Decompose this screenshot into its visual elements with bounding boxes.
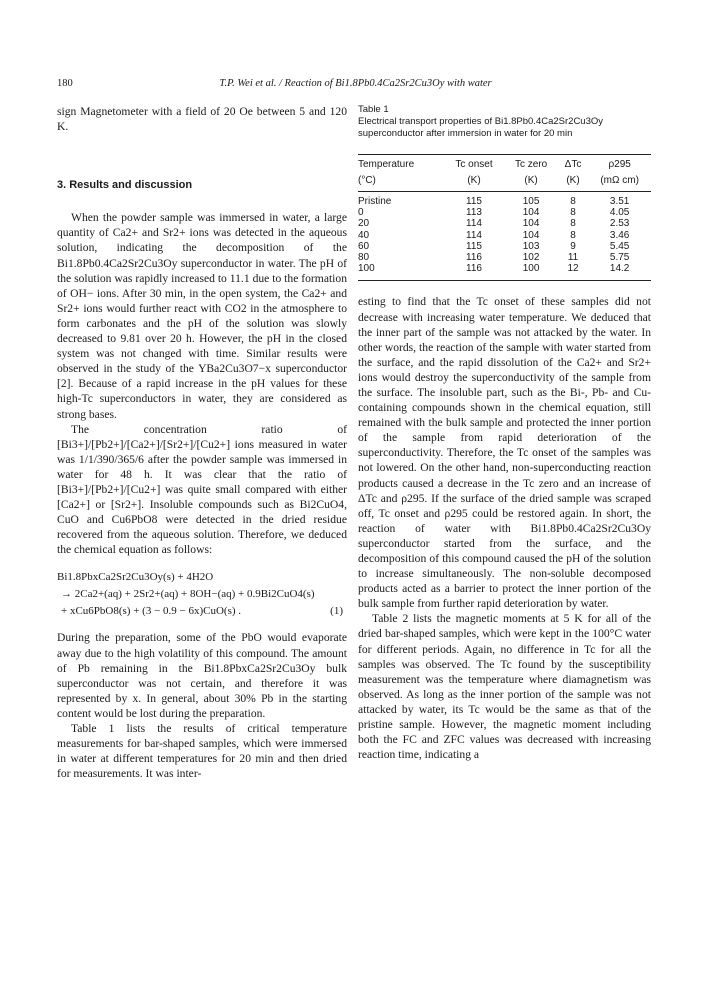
table-cell: 40 bbox=[358, 229, 370, 241]
table-cell: 8 bbox=[570, 218, 576, 230]
table-row bbox=[358, 218, 651, 229]
table-cell: 8 bbox=[570, 196, 576, 207]
unit-rho-295: (mΩ cm) bbox=[588, 173, 651, 192]
table-caption bbox=[358, 104, 651, 140]
right-column bbox=[358, 104, 651, 762]
table-cell: 114 bbox=[466, 229, 482, 241]
table-cell: 2.53 bbox=[609, 218, 630, 230]
table-cell: 20 bbox=[358, 218, 370, 230]
table-cell: 4.05 bbox=[609, 207, 630, 219]
page-number: 180 bbox=[57, 78, 73, 89]
header-tc-onset: Tc onset bbox=[444, 155, 505, 174]
section-heading: 3. Results and discussion bbox=[57, 179, 193, 192]
discussion-paragraph-1: esting to find that the Tc onset of these samples did not decrease with increasing water temperature. We deduced that the inner part of the sample was not attacked by the water. In other words, the reaction of the sample with water started from the surface, and the rapid dissolution of the Ca2+ and Sr2+ ions would destroy the superconductivity of the sample from the surface. The insoluble part, such as the Bi-, Pb- and Cu-containing compounds shown in the chemical equation, still remained with the bulk sample and protected the inner portion of the sample from rapid deterioration of the superconductivity. Therefore, the Tc onset of the samples was not lowered. On the other hand, non-superconducting reaction products caused a decrease in the Tc zero and an increase of ΔTc and ρ295. If the surface of the dried sample was scraped off, Tc onset and ρ295 could be restored again. In short, the reaction of water with Bi1.8Pb0.4Ca2Sr2Cu3Oy superconductor started from the surface, and the decomposition of this compound caused the pH of the solution to increase simultaneously. The non-soluble decomposed products acted as a barrier to protect the inner portion of the bulk sample from further rapid deterioration by water. bbox=[358, 295, 651, 611]
header-tc-zero: Tc zero bbox=[504, 155, 557, 174]
table-row bbox=[358, 192, 651, 208]
electrical-properties-table bbox=[358, 154, 651, 281]
table-units-row bbox=[358, 173, 651, 192]
table-cell: 3.51 bbox=[609, 196, 630, 207]
table-cell: 115 bbox=[466, 196, 482, 207]
header-delta-tc: ΔTc bbox=[558, 155, 588, 174]
running-head bbox=[57, 78, 654, 94]
table-row bbox=[358, 230, 651, 241]
table-cell: 104 bbox=[522, 207, 540, 219]
header-rho-295: ρ295 bbox=[588, 155, 651, 174]
table-cell: 104 bbox=[522, 229, 540, 241]
table-cell: 116 bbox=[466, 252, 482, 264]
table-cell: Pristine bbox=[358, 196, 392, 207]
table-cell: 5.75 bbox=[609, 252, 630, 264]
table-cell: 0 bbox=[358, 207, 364, 219]
table-cell: 8 bbox=[570, 229, 576, 241]
table-cell: 60 bbox=[358, 240, 370, 252]
table-cell: 9 bbox=[570, 240, 576, 252]
header-temperature: Temperature bbox=[358, 155, 444, 174]
table-cell: 102 bbox=[522, 252, 540, 264]
table-cell: 103 bbox=[522, 240, 540, 252]
unit-tc-zero: (K) bbox=[504, 173, 557, 192]
table-cell: 116 bbox=[444, 263, 505, 281]
table-cell: 115 bbox=[466, 240, 482, 252]
table-row bbox=[358, 263, 651, 281]
results-paragraph-1: When the powder sample was immersed in water, a large quantity of Ca2+ and Sr2+ ions was detected in the aqueous solution, indicating the decomposition of the Bi1.8Pb0.4Ca2Sr2Cu3Oy superconductor in water. The pH of the solution was rapidly increased to 11.1 due to the formation of OH− ions. After 30 min, in the open system, the Ca2+ and Sr2+ ions would further react with CO2 in the atmosphere to form carbonates and the pH of the solution was slowly decreased to 9.81 over 20 h. However, the pH in the closed system was not changed with time. Similar results were observed in the study of the YBa2Cu3O7−x superconductor [2]. Because of a rapid increase in the pH values for these high-Tc superconductors in water, they are considered as strong bases. bbox=[57, 211, 347, 421]
unit-delta-tc: (K) bbox=[558, 173, 588, 192]
running-title: T.P. Wei et al. / Reaction of Bi1.8Pb0.4Ca2Sr2Cu3Oy with water bbox=[219, 78, 492, 89]
table-cell: 3.46 bbox=[609, 229, 630, 241]
table-cell: 8 bbox=[570, 207, 576, 219]
table-cell: 113 bbox=[466, 207, 482, 219]
table-cell: 14.2 bbox=[588, 263, 651, 281]
table-cell: 12 bbox=[558, 263, 588, 281]
results-paragraph-3: During the preparation, some of the PbO would evaporate away due to the high volatility of this compound. The amount of Pb remaining in the Bi1.8PbxCa2Sr2Cu3Oy bulk superconductor was not certain, and therefore it was represented by x. In general, about 30% Pb in the starting content would be lost during the preparation. bbox=[57, 631, 347, 720]
results-paragraph-4: Table 1 lists the results of critical temperature measurements for bar-shaped samples, which were immersed in water at different temperatures for 20 min and then dried for measurements. It was inter- bbox=[57, 722, 347, 781]
table-label: Table 1 bbox=[358, 104, 389, 115]
unit-tc-onset: (K) bbox=[444, 173, 505, 192]
intro-tail-paragraph: sign Magnetometer with a field of 20 Oe between 5 and 120 K. bbox=[57, 105, 347, 134]
table-header-row bbox=[358, 155, 651, 174]
chemical-equation bbox=[57, 569, 347, 620]
table-row bbox=[358, 207, 651, 218]
equation-number: (1) bbox=[330, 605, 343, 618]
equation-line-1: Bi1.8PbxCa2Sr2Cu3Oy(s) + 4H2O bbox=[57, 571, 214, 584]
table-cell: 105 bbox=[522, 196, 540, 207]
equation-line-2: → 2Ca2+(aq) + 2Sr2+(aq) + 8OH−(aq) + 0.9Bi2CuO4(s) bbox=[61, 588, 315, 601]
table-cell: 100 bbox=[504, 263, 557, 281]
discussion-paragraph-2: Table 2 lists the magnetic moments at 5 K for all of the dried bar-shaped samples, which were kept in the 100°C water for different periods. Again, no difference in Tc for all the samples was observed. The Tc found by the susceptibility measurement was the temperature where diamagnetism was observed. As long as the inner portion of the sample was not attacked by water, its Tc would be the same as that of the pristine sample. However, the magnetic moment including both the FC and ZFC values was decreased with increasing reaction time, indicating a bbox=[358, 612, 651, 762]
equation-line-3-text: + xCu6PbO8(s) + (3 − 0.9 − 6x)CuO(s) . bbox=[61, 605, 242, 618]
table-cell: 114 bbox=[466, 218, 482, 230]
unit-temperature: (°C) bbox=[358, 173, 444, 192]
left-column bbox=[57, 104, 347, 781]
table-cell: 11 bbox=[567, 252, 579, 264]
table-row bbox=[358, 241, 651, 252]
table-cell: 5.45 bbox=[609, 240, 630, 252]
equation-line-3 bbox=[57, 603, 347, 620]
table-row bbox=[358, 252, 651, 263]
table-caption-text: Electrical transport properties of Bi1.8Pb0.4Ca2Sr2Cu3Oy superconductor after immersion in water for 20 min bbox=[358, 116, 604, 139]
table-cell: 100 bbox=[358, 263, 444, 281]
table-cell: 80 bbox=[358, 252, 370, 264]
results-paragraph-2: The concentration ratio of [Bi3+]/[Pb2+]/[Ca2+]/[Sr2+]/[Cu2+] ions measured in water was 1/1/390/365/6 after the powder sample was immersed in water for 48 h. It was clear that the ratio of [Bi3+]/[Pb2+]/[Cu2+] was quite small compared with either [Ca2+] or [Sr2+]. Insoluble compounds such as Bi2CuO4, CuO and Cu6PbO8 were detected in the dried residue recovered from the aqueous solution. Therefore, we deduced the chemical equation as follows: bbox=[57, 422, 347, 557]
table-cell: 104 bbox=[522, 218, 540, 230]
